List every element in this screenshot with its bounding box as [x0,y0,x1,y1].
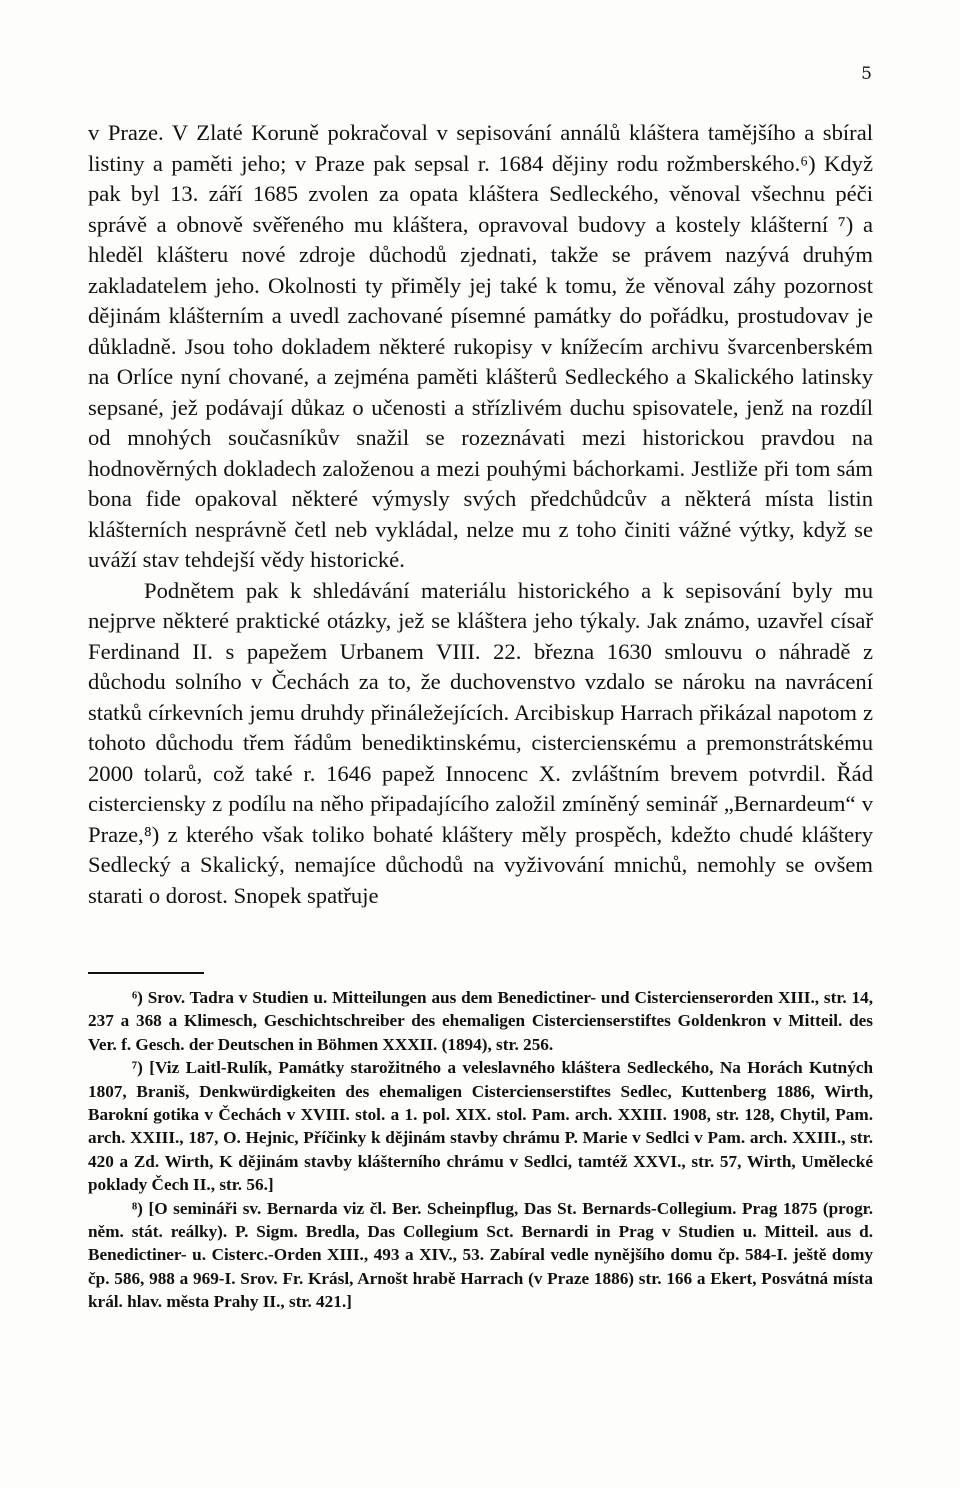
paragraph: Podnětem pak k shledávání materiálu historického a k sepisování byly mu nejprve některé praktické otázky, jež se kláštera jeho týkaly. Jak známo, uzavřel císař Ferdinand II. s papežem Urbanem VIII. 22. března 1630 smlouvu o náhradě z důchodu solního v Čechách za to, že duchovenstvo vzdalo se nároku na navrácení statků církevních jemu druhdy přináležejících. Arcibiskup Harrach přikázal napotom z tohoto důchodu třem řádům benediktinskému, cisterciensкému a premonstrátskému 2000 tolarů, což také r. 1646 papež Innocenc X. zvláštním brevem potvrdil. Řád cisterciensky z podílu na něho připadajícího založil zmíněný seminář „Bernardeum“ v Praze,⁸) z kterého však toliko bohaté kláštery měly prospěch, kdežto chudé kláštery Sedlecký a Skalický, nemajíce důchodů na vyživování mnichů, nemohly se ovšem starati o dorost. Snopek spatřuje [88,577,873,908]
footnote-mark: ⁷) [132,1058,143,1078]
footnote-text: [Viz Laitl-Rulík, Památky starožitného a veleslavného kláštera Sedleckého, Na Horách Kutných 1807, Braniš, Denkwürdigkeiten des ehemaligen Cistercienserstiftes Sedlec, Kuttenberg 1886, Wirth, Barokní gotika v Čechách v XVIII. stol. a 1. pol. XIX. stol. Pam. arch. XXIII. 1908, str. 128, Chytil, Pam. arch. XXIII., 187, O. Hejnic, Příčinky k dějinám stavby chrámu P. Marie v Sedlci v Pam. arch. XXIII., str. 420 a Zd. Wirth, K dějinám stavby klášterního chrámu v Sedlci, tamtéž XXVI., str. 57, Wirth, Umělecké poklady Čech II., str. 56.] [88,1058,874,1195]
footnote [88,986,873,1056]
footnote-mark: ⁶) [132,988,143,1007]
footnote-text: Srov. Tadra v Studien u. Mitteilungen aus dem Benedictiner- und Cistercienserorden XIII., str. 14, 237 a 368 a Klimesch, Geschichtschreiber des ehemaligen Cistercienserstiftes Goldenkron v Mitteil. des Ver. f. Gesch. der Deutschen in Böhmen XXXII. (1894), str. 256. [88,988,874,1054]
footnotes [88,986,873,1314]
footnote [88,1056,873,1196]
footnote [88,1197,873,1314]
footnote-separator [88,972,204,974]
page-number: 5 [861,64,872,84]
footnote-text: [O semináři sv. Bernarda viz čl. Ber. Scheinpflug, Das St. Bernards-Collegium. Prag 1875 (progr. něm. stát. reálky). P. Sigm. Bredla, Das Collegium Sct. Bernardi in Prag v Studien u. Mitteil. aus d. Benedictiner- u. Cisterc.-Orden XIII., 493 a XIV., 53. Zabíral vedle nynějšího domu čp. 584-I. ještě domy čp. 586, 988 a 969-I. Srov. Fr. Krásl, Arnošt hrabě Harrach (v Praze 1886) str. 166 a Ekert, Posvátná místa král. hlav. města Prahy II., str. 421.] [88,1198,874,1312]
footnote-mark: ⁸) [132,1198,143,1218]
main-text [88,118,873,911]
paragraph: v Praze. V Zlaté Koruně pokračoval v sepisování annálů kláštera tamějšího a sbíral listiny a paměti jeho; v Praze pak sepsal r. 1684 dějiny rodu rožmberského.⁶) Když pak byl 13. září 1685 zvolen za opata kláštera Sedleckého, věnoval všechnu péči správě a obnově svěřeného mu kláštera, opravoval budovy a kostely klášterní ⁷) a hleděl klášteru nové zdroje důchodů zjednati, takže se právem nazývá druhým zakladatelem jeho. Okolnosti ty přiměly jej také k tomu, že věnoval záhy pozornost dějinám klášterním a uvedl zachované písemné památky do pořádku, prostudovav je důkladně. Jsou toho dokladem některé rukopisy v knížecím archivu švarcenberském na Orlíce nyní chované, a zejména paměti klášterů Sedleckého a Skalického latinsky sepsané, jež podávají důkaz o učenosti a střízlivém duchu spisovatele, jenž na rozdíl od mnohých současníkův snažil se rozeznávati mezi historickou pravdou na hodnověrných dokladech založenou a mezi pouhými báchorkami. Jestliže při tom sám bona fide opakoval některé výmysly svých předchůdcův a některá místa listin klášterních nesprávně četl neb vykládal, nelze mu z toho činiti vážné výtky, když se uváží stav tehdejší vědy historické. [88,120,873,572]
